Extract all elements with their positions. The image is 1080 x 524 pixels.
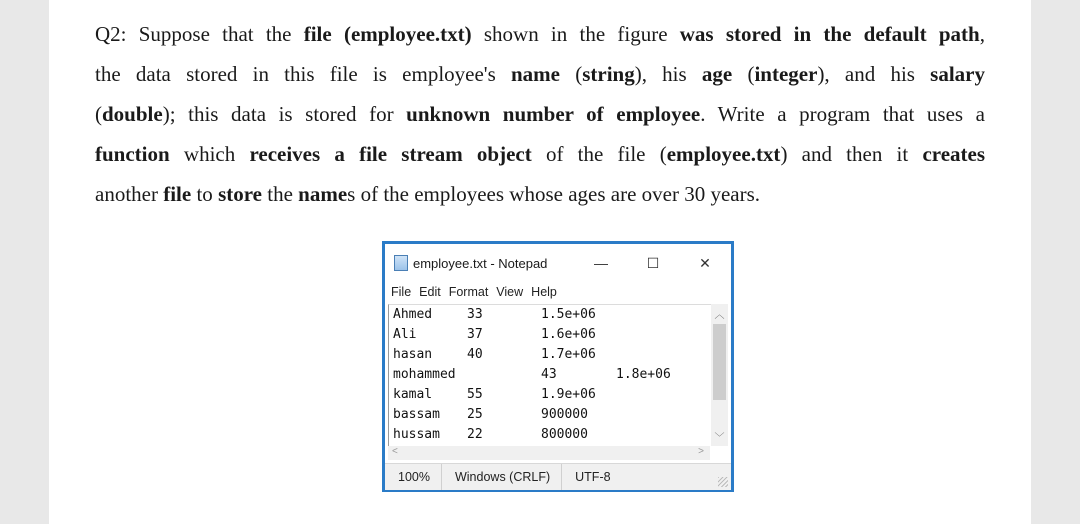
bold-text: name (298, 182, 348, 206)
text-field: 37 (467, 327, 483, 342)
text-field: 22 (467, 427, 483, 442)
text-line (389, 345, 711, 365)
notepad-window (382, 241, 734, 492)
text-run: ( (732, 62, 755, 86)
text-field: mohammed (393, 367, 456, 382)
bold-text: employee.txt (666, 142, 781, 166)
text-field: 1.5e+06 (541, 307, 596, 322)
question-line (95, 54, 985, 94)
notepad-icon (394, 255, 408, 271)
bold-text: file (employee.txt) (303, 22, 472, 46)
text-run: the data stored in this file is employee's (95, 62, 511, 86)
text-run: . Write a program that uses a (700, 102, 985, 126)
scroll-up-icon[interactable]: ︿ (714, 310, 725, 321)
text-line (389, 385, 711, 405)
bold-text: store (218, 182, 262, 206)
menu-help[interactable]: Help (531, 285, 557, 299)
bold-text: was stored in the default path (679, 22, 980, 46)
text-run: another (95, 182, 164, 206)
text-line (389, 305, 711, 325)
text-field: hasan (393, 347, 433, 362)
text-line (389, 405, 711, 425)
text-field: 43 (541, 367, 557, 382)
minimize-button[interactable]: — (594, 254, 608, 271)
text-field: 1.8e+06 (616, 367, 671, 382)
text-field: Ali (393, 327, 417, 342)
text-run: ( (559, 62, 583, 86)
bold-text: unknown number of employee (406, 102, 701, 126)
text-field: 1.9e+06 (541, 387, 596, 402)
text-run: ) and then it (780, 142, 923, 166)
text-run: ), and his (817, 62, 931, 86)
bold-text: file (163, 182, 192, 206)
menu-view[interactable]: View (496, 285, 524, 299)
vertical-scrollbar[interactable] (711, 304, 728, 446)
text-field: 33 (467, 307, 483, 322)
title-bar[interactable] (385, 244, 731, 282)
text-line (389, 325, 711, 345)
encoding: UTF-8 (575, 470, 611, 484)
text-field: Ahmed (393, 307, 433, 322)
zoom-level: 100% (385, 464, 442, 490)
text-run: the (262, 182, 299, 206)
menu-edit[interactable]: Edit (419, 285, 441, 299)
text-run: s of the employees whose ages are over 30 years. (347, 182, 761, 206)
question-text (95, 14, 985, 214)
text-field: 1.6e+06 (541, 327, 596, 342)
bold-text: double (102, 102, 163, 126)
text-field: 1.7e+06 (541, 347, 596, 362)
close-button[interactable]: ✕ (699, 254, 711, 271)
text-run: which (169, 142, 250, 166)
resize-grip-icon[interactable] (718, 477, 728, 487)
scroll-right-icon[interactable]: > (698, 446, 704, 457)
window-title: employee.txt - Notepad (413, 255, 548, 271)
bold-text: receives a file stream object (249, 142, 532, 166)
bold-text: integer (754, 62, 818, 86)
bold-text: creates (922, 142, 986, 166)
text-run: of the file ( (531, 142, 667, 166)
text-run: ); this data is stored for (162, 102, 407, 126)
horizontal-scrollbar[interactable] (388, 446, 710, 460)
bold-text: string (582, 62, 635, 86)
question-line (95, 94, 985, 134)
menu-format[interactable]: Format (448, 285, 489, 299)
text-run: ( (95, 102, 102, 126)
scroll-thumb[interactable] (713, 324, 726, 400)
text-run: Q2: Suppose that the (95, 22, 304, 46)
text-field: 900000 (541, 407, 588, 422)
text-field: 25 (467, 407, 483, 422)
scroll-left-icon[interactable]: < (392, 446, 398, 457)
text-field: kamal (393, 387, 433, 402)
question-line (95, 134, 985, 174)
text-field: 40 (467, 347, 483, 362)
bold-text: salary (930, 62, 985, 86)
menu-file[interactable]: File (391, 285, 412, 299)
menu-bar (385, 282, 731, 302)
bold-text: name (510, 62, 560, 86)
bold-text: age (701, 62, 733, 86)
text-run: shown in the figure (471, 22, 680, 46)
maximize-button[interactable]: ☐ (646, 254, 660, 271)
text-line (389, 365, 711, 385)
question-line (95, 14, 985, 54)
document-page (49, 0, 1031, 524)
text-line (389, 425, 711, 445)
text-field: 55 (467, 387, 483, 402)
status-bar (385, 463, 731, 490)
text-field: 800000 (541, 427, 588, 442)
text-run: to (191, 182, 219, 206)
line-ending: Windows (CRLF) (442, 464, 562, 490)
text-run: ), his (634, 62, 702, 86)
text-run: , (979, 22, 985, 46)
text-field: hussam (393, 427, 440, 442)
question-line (95, 174, 985, 214)
scroll-down-icon[interactable]: ﹀ (714, 433, 725, 444)
bold-text: function (95, 142, 170, 166)
text-field: bassam (393, 407, 440, 422)
text-editor[interactable] (388, 304, 711, 447)
